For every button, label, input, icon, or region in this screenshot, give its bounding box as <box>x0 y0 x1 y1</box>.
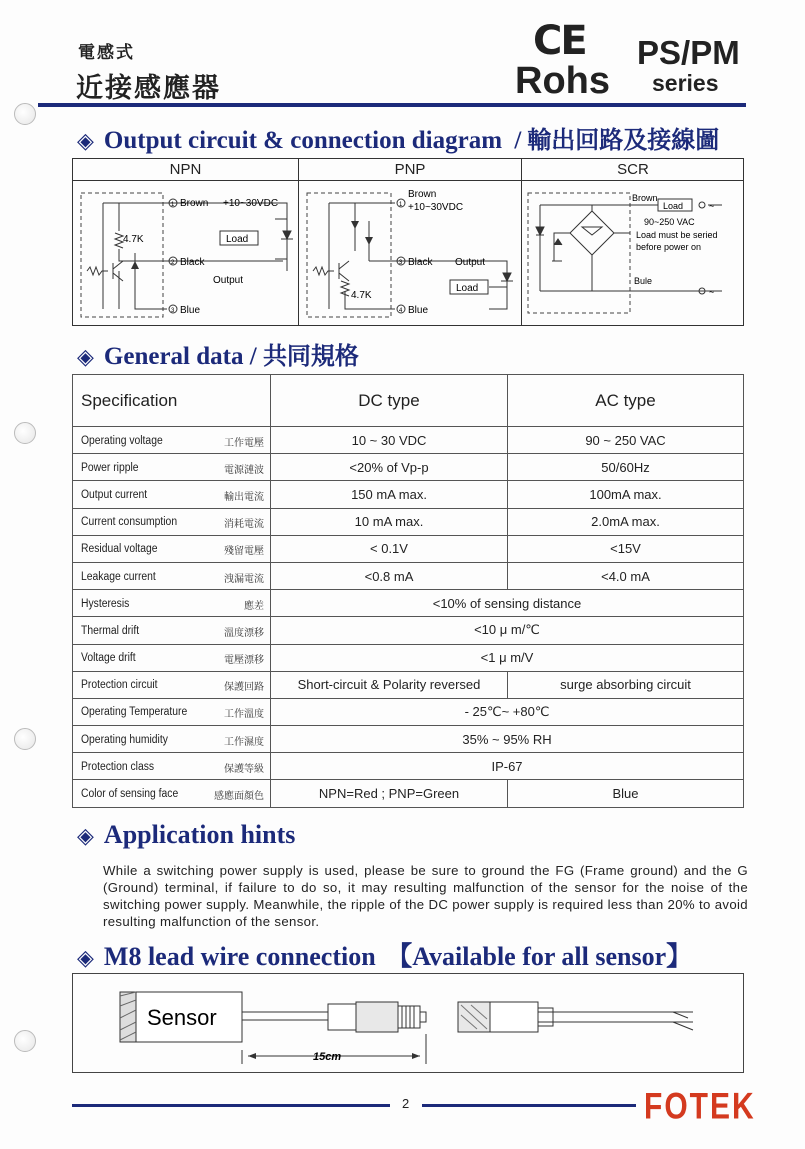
m8-cable-illustration <box>73 974 743 1072</box>
ce-mark: CE <box>533 18 586 64</box>
npn-circuit <box>73 181 298 326</box>
table-row: Operating Temperature 工作溫度 - 25℃~ +80℃ <box>73 698 744 725</box>
header-rule <box>38 103 746 107</box>
npn-load: Load <box>226 234 249 245</box>
general-data-heading: ◈ General data / 共同規格 <box>77 342 359 370</box>
circuit-diagram-box <box>72 158 744 326</box>
m8-diagram-box <box>72 973 744 1073</box>
npn-resistor: 4.7K <box>123 234 144 245</box>
pnp-pin-3: 3 <box>399 260 403 266</box>
table-row: Current consumption 消耗電流 10 mA max. 2.0mA max. <box>73 508 744 535</box>
pnp-output: Output <box>455 257 486 268</box>
diamond-icon: ◈ <box>77 824 94 849</box>
header-dc: DC type <box>271 375 508 427</box>
scr-header: SCR <box>522 159 744 181</box>
binder-hole <box>14 1030 36 1052</box>
pnp-pin-4: 4 <box>399 308 403 314</box>
npn-black: Black <box>180 257 205 268</box>
cable-length: 15cm <box>313 1051 342 1063</box>
scr-load: Load <box>663 201 684 211</box>
spec-table <box>72 374 744 808</box>
output-circuit-heading: ◈ Output circuit & connection diagram / 輸出回路及接線圖 <box>77 126 720 154</box>
series-label: series <box>652 70 719 96</box>
npn-header: NPN <box>73 159 298 181</box>
table-row: Operating voltage 工作電壓 10 ~ 30 VDC 90 ~ 250 VAC <box>73 427 744 454</box>
npn-blue: Blue <box>180 305 201 316</box>
application-hints-heading: ◈ Application hints <box>77 820 296 849</box>
scr-tilde-top: ~ <box>709 201 715 211</box>
binder-hole <box>14 728 36 750</box>
sensor-label: Sensor <box>147 1005 217 1030</box>
table-row: Power ripple 電源漣波 <20% of Vp-p 50/60Hz <box>73 454 744 481</box>
table-row: Protection circuit 保護回路 Short-circuit & Polarity reversed surge absorbing circuit <box>73 671 744 698</box>
header-title: 近接感應器 <box>76 73 221 103</box>
diamond-icon: ◈ <box>77 345 94 370</box>
header-subtitle: 電感式 <box>78 43 135 62</box>
scr-voltage: 90~250 VAC <box>644 217 695 227</box>
fotek-logo: FOTEK <box>644 1086 756 1128</box>
table-row: Thermal drift 溫度漂移 <10 μ m/℃ <box>73 617 744 644</box>
npn-output: Output <box>213 275 244 286</box>
npn-pin-1: 1 <box>171 202 175 208</box>
footer-rule-right <box>422 1104 636 1107</box>
scr-blue: Bule <box>634 276 653 286</box>
pnp-brown: Brown <box>408 189 437 200</box>
scr-brown: Brown <box>632 193 658 203</box>
scr-circuit <box>522 181 744 326</box>
header-spec: Specification <box>73 375 271 427</box>
diamond-icon: ◈ <box>77 129 94 154</box>
pnp-black: Black <box>408 257 433 268</box>
application-hints-text: While a switching power supply is used, please be sure to ground the FG (Frame ground) and the G (Ground) terminal, if failure to do so, it may resulting malfunction of the sensor for the noise of the switching power supply. Meanwhile, the ripple of the DC power supply is required less than 20% to avoid resulting malfunction of the sensor. <box>103 863 748 929</box>
pnp-load: Load <box>456 283 479 294</box>
table-row: Operating humidity 工作濕度 35% ~ 95% RH <box>73 726 744 753</box>
table-row: Leakage current 洩漏電流 <0.8 mA <4.0 mA <box>73 562 744 589</box>
series-model: PS/PM <box>637 34 740 71</box>
npn-pin-2: 2 <box>171 260 175 266</box>
npn-pin-3: 3 <box>171 308 175 314</box>
binder-hole <box>14 422 36 444</box>
table-row: Voltage drift 電壓漂移 <1 μ m/V <box>73 644 744 671</box>
page-number: 2 <box>402 1096 410 1111</box>
binder-hole <box>14 103 36 125</box>
table-row: Residual voltage 殘留電壓 < 0.1V <15V <box>73 535 744 562</box>
table-row: Protection class 保護等級 IP-67 <box>73 753 744 780</box>
pnp-resistor: 4.7K <box>351 290 372 301</box>
scr-note-2: before power on <box>636 242 702 252</box>
pnp-header: PNP <box>299 159 521 181</box>
table-row: Hysteresis 應差 <10% of sensing distance <box>73 590 744 617</box>
table-row: Color of sensing face 感應面顏色 NPN=Red ; PNP=Green Blue <box>73 780 744 807</box>
scr-tilde-bottom: ~ <box>709 287 715 297</box>
rohs-mark: Rohs <box>515 60 610 102</box>
footer-rule-left <box>72 1104 390 1107</box>
diamond-icon: ◈ <box>77 946 94 971</box>
table-row: Output current 輸出電流 150 mA max. 100mA max. <box>73 481 744 508</box>
scr-note-1: Load must be seried <box>636 230 718 240</box>
pnp-blue: Blue <box>408 305 429 316</box>
table-header-row <box>73 375 744 427</box>
m8-heading: ◈ M8 lead wire connection 【Available for all sensor】 <box>77 942 693 971</box>
pnp-pin-1: 1 <box>399 202 403 208</box>
header-ac: AC type <box>508 375 744 427</box>
pnp-supply: +10~30VDC <box>408 202 464 213</box>
npn-supply: +10~30VDC <box>223 198 279 209</box>
pnp-circuit <box>299 181 521 326</box>
npn-brown: Brown <box>180 198 209 209</box>
